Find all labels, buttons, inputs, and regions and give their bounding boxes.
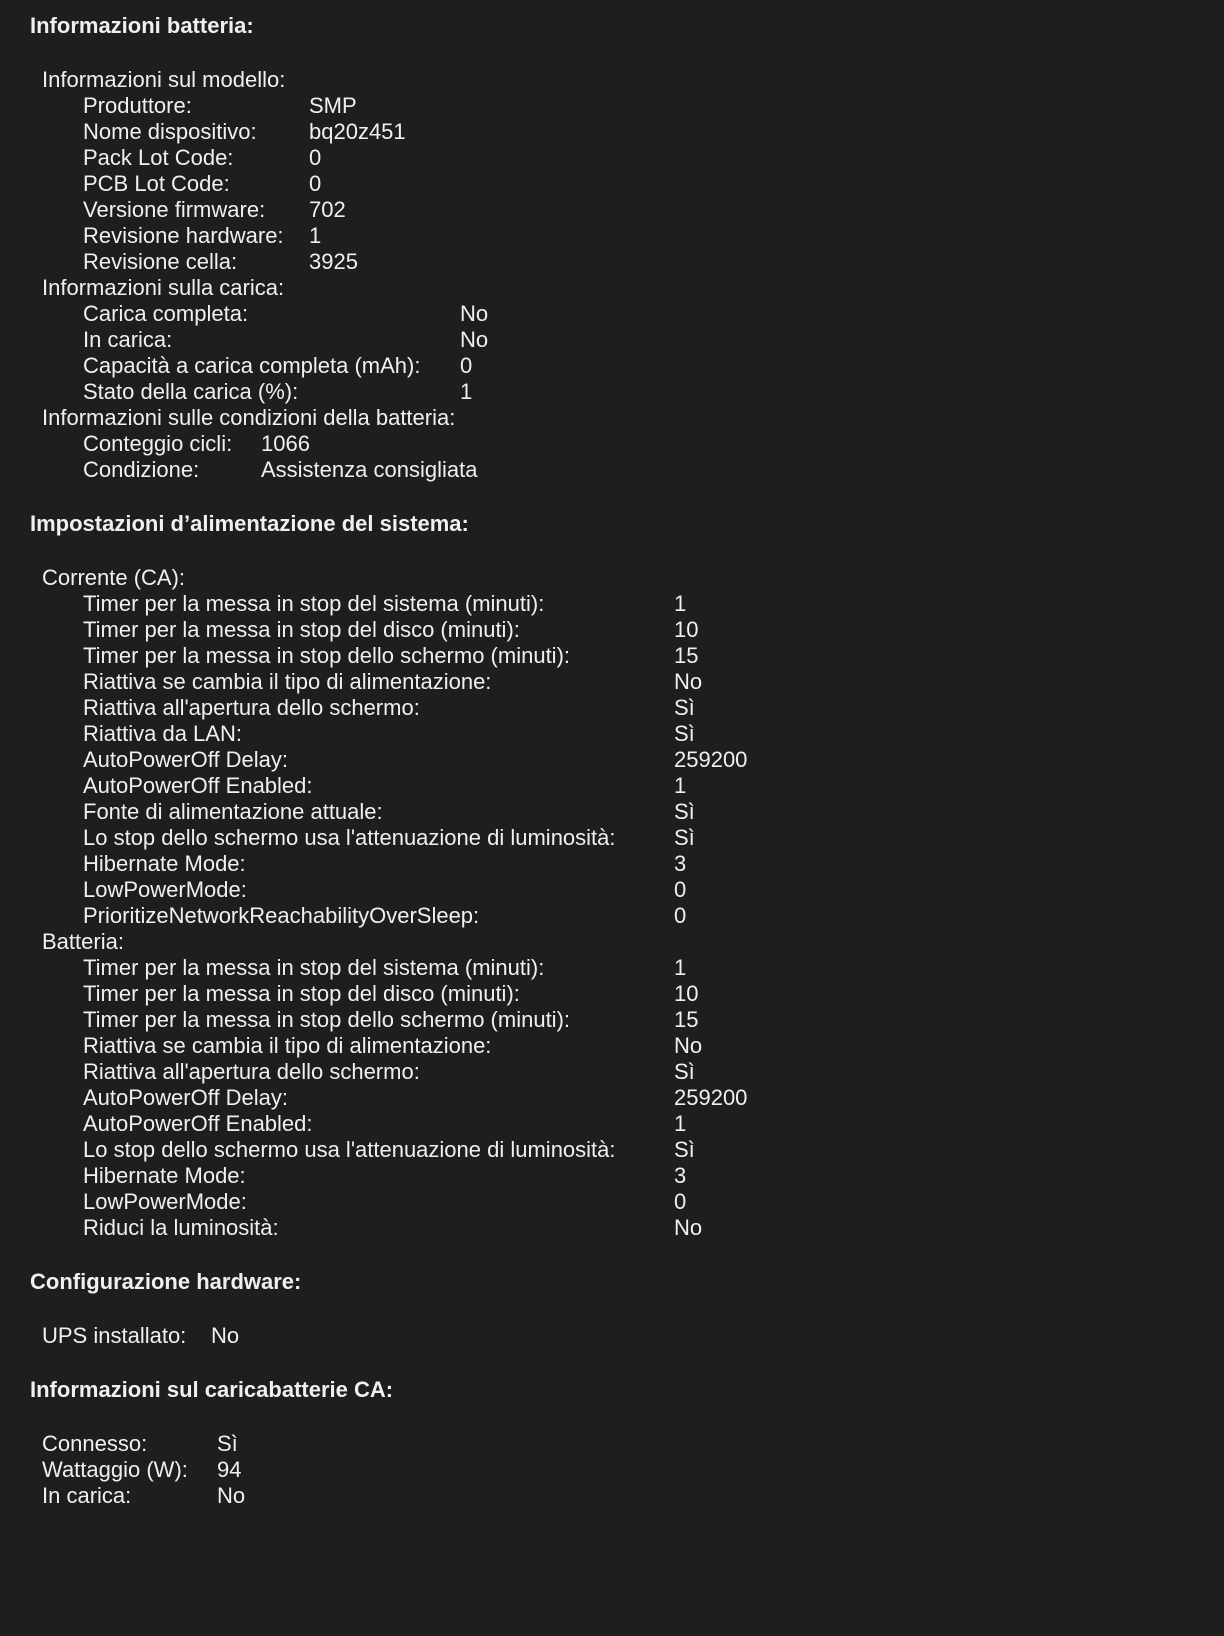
row-label: AutoPowerOff Enabled: (83, 1111, 313, 1136)
row-label: Versione firmware: (83, 197, 266, 222)
row-value: 1 (674, 591, 687, 616)
row-value: 1066 (261, 431, 310, 456)
row-label: Connesso: (42, 1431, 148, 1456)
row-value: No (674, 669, 703, 694)
row-value: 0 (674, 903, 687, 928)
row-value: Sì (674, 825, 695, 850)
row-value: No (674, 1215, 703, 1240)
row-label: AutoPowerOff Delay: (83, 747, 289, 772)
row-value: Sì (217, 1431, 238, 1456)
row-label: Riattiva da LAN: (83, 721, 242, 746)
row-label: Pack Lot Code: (83, 145, 234, 170)
row-label: Timer per la messa in stop del sistema (minuti): (83, 955, 545, 980)
row-label: Capacità a carica completa (mAh): (83, 353, 421, 378)
health-info-title: Informazioni sulle condizioni della batteria: (42, 405, 456, 430)
row-value: Sì (674, 1137, 695, 1162)
charge-info-title: Informazioni sulla carica: (42, 275, 285, 300)
row-value: 3 (674, 1163, 687, 1188)
row-label: LowPowerMode: (83, 1189, 247, 1214)
row-value: Sì (674, 721, 695, 746)
hardware-config-heading: Configurazione hardware: (30, 1269, 302, 1294)
row-label: In carica: (83, 327, 173, 352)
row-value: Sì (674, 695, 695, 720)
row-value: SMP (309, 93, 357, 118)
row-label: Condizione: (83, 457, 200, 482)
row-value: 1 (674, 773, 687, 798)
row-label: Timer per la messa in stop dello schermo (minuti): (83, 643, 571, 668)
row-value: No (674, 1033, 703, 1058)
row-value: No (460, 327, 489, 352)
row-label: Revisione hardware: (83, 223, 284, 248)
row-value: 259200 (674, 1085, 748, 1110)
row-value: 259200 (674, 747, 748, 772)
row-label: Riattiva all'apertura dello schermo: (83, 1059, 420, 1084)
row-label: Carica completa: (83, 301, 249, 326)
row-value: Sì (674, 799, 695, 824)
row-label: Fonte di alimentazione attuale: (83, 799, 383, 824)
row-value: 0 (674, 877, 687, 902)
row-value: 15 (674, 643, 699, 668)
row-value: 3 (674, 851, 687, 876)
row-value: 10 (674, 617, 699, 642)
row-value: No (217, 1483, 246, 1508)
row-value: Sì (674, 1059, 695, 1084)
row-label: LowPowerMode: (83, 877, 247, 902)
row-value: 0 (674, 1189, 687, 1214)
row-label: Hibernate Mode: (83, 1163, 246, 1188)
row-label: In carica: (42, 1483, 132, 1508)
row-value: 702 (309, 197, 346, 222)
row-label: PCB Lot Code: (83, 171, 230, 196)
row-label: Revisione cella: (83, 249, 238, 274)
row-label: UPS installato: (42, 1323, 187, 1348)
row-value: 10 (674, 981, 699, 1006)
row-value: 0 (309, 171, 322, 196)
row-value: Assistenza consigliata (261, 457, 478, 482)
row-label: AutoPowerOff Enabled: (83, 773, 313, 798)
row-label: Nome dispositivo: (83, 119, 257, 144)
row-value: No (211, 1323, 240, 1348)
row-label: Conteggio cicli: (83, 431, 233, 456)
charger-info-heading: Informazioni sul caricabatterie CA: (30, 1377, 394, 1402)
row-value: 0 (460, 353, 473, 378)
row-value: 1 (309, 223, 322, 248)
row-label: PrioritizeNetworkReachabilityOverSleep: (83, 903, 480, 928)
row-label: Wattaggio (W): (42, 1457, 188, 1482)
row-label: Hibernate Mode: (83, 851, 246, 876)
row-label: Timer per la messa in stop del disco (minuti): (83, 617, 520, 642)
battery-power-title: Batteria: (42, 929, 124, 954)
row-value: bq20z451 (309, 119, 406, 144)
row-label: Riduci la luminosità: (83, 1215, 279, 1240)
row-label: Lo stop dello schermo usa l'attenuazione di luminosità: (83, 825, 616, 850)
row-label: Lo stop dello schermo usa l'attenuazione di luminosità: (83, 1137, 616, 1162)
row-label: Riattiva se cambia il tipo di alimentazione: (83, 1033, 492, 1058)
row-value: 15 (674, 1007, 699, 1032)
row-value: 1 (674, 1111, 687, 1136)
row-label: Timer per la messa in stop dello schermo (minuti): (83, 1007, 571, 1032)
row-label: Timer per la messa in stop del sistema (minuti): (83, 591, 545, 616)
power-settings-heading: Impostazioni d’alimentazione del sistema: (30, 511, 469, 536)
row-value: 3925 (309, 249, 358, 274)
row-value: 94 (217, 1457, 242, 1482)
row-value: 1 (674, 955, 687, 980)
row-value: 0 (309, 145, 322, 170)
row-label: Timer per la messa in stop del disco (minuti): (83, 981, 520, 1006)
row-value: No (460, 301, 489, 326)
ac-power-title: Corrente (CA): (42, 565, 186, 590)
row-label: Riattiva se cambia il tipo di alimentazione: (83, 669, 492, 694)
battery-info-heading: Informazioni batteria: (30, 13, 254, 38)
model-info-title: Informazioni sul modello: (42, 67, 286, 92)
row-label: AutoPowerOff Delay: (83, 1085, 289, 1110)
row-label: Produttore: (83, 93, 192, 118)
row-label: Stato della carica (%): (83, 379, 299, 404)
row-label: Riattiva all'apertura dello schermo: (83, 695, 420, 720)
row-value: 1 (460, 379, 473, 404)
